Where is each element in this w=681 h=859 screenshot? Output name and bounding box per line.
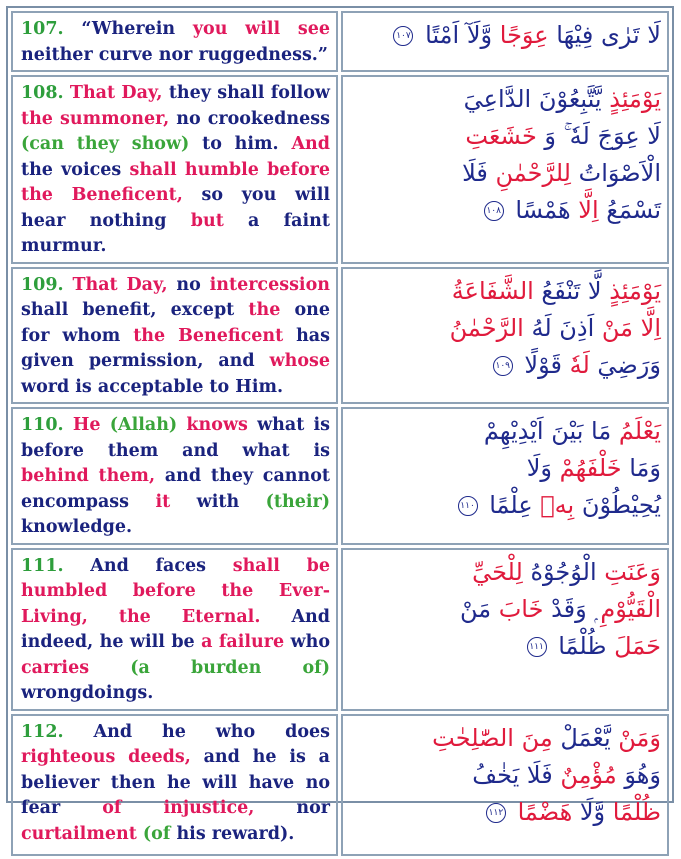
arabic-segment: ۭ وَقَدْ: [543, 594, 601, 623]
verse-row: [11, 267, 669, 405]
translation-segment: shall humble: [129, 159, 268, 180]
english-translation: [11, 267, 338, 405]
arabic-segment: بِهٖ: [540, 491, 575, 519]
arabic-segment: مُؤْمِنٌ: [560, 760, 617, 789]
arabic-line: [351, 347, 661, 384]
translation-segment: neither curve nor ruggedness.”: [21, 44, 328, 65]
ayah-marker-icon: ١٠٨: [484, 201, 504, 221]
arabic-line: [351, 310, 661, 347]
translation-segment: shall be humbled before the Ever-Living, the Eternal.: [21, 555, 330, 627]
translation-segment: (can they show): [21, 134, 190, 154]
arabic-line: [351, 118, 661, 155]
arabic-line: [351, 273, 661, 310]
translation-segment: curtailment: [21, 823, 137, 844]
translation-segment: you will see: [192, 19, 330, 39]
ayah-marker-icon: ١٠٧: [393, 26, 413, 46]
translation-segment: no: [176, 274, 210, 295]
translation-segment: has given permission, and: [21, 325, 330, 371]
arabic-segment: قَوْلًا: [524, 350, 570, 379]
arabic-segment: مَنْ: [459, 594, 499, 623]
translation-segment: the voices: [21, 159, 130, 180]
arabic-segment: الْوُجُوْهُ: [522, 557, 605, 586]
verse-row: [11, 407, 669, 545]
translation-segment: That Day,: [63, 274, 177, 295]
translation-segment: behind them,: [21, 466, 156, 486]
arabic-segment: وَّلَا: [572, 797, 613, 826]
arabic-segment: لَا عِوَجَ لَهٗ: [563, 122, 661, 150]
arabic-line: [351, 81, 661, 118]
ayah-marker-icon: ١٠٩: [493, 356, 513, 376]
ayah-marker-icon: ١١٠: [458, 496, 478, 516]
arabic-segment: مَا بَيْنَ اَيْدِيْهِمْ: [483, 417, 619, 445]
arabic-segment: لَهٗ: [569, 350, 590, 379]
translation-segment: intercession: [209, 274, 330, 295]
arabic-segment: وَرَضِيَ: [589, 350, 661, 379]
translation-segment: And faces: [63, 555, 233, 576]
arabic-verse: [341, 714, 669, 856]
arabic-segment: عِلْمًا: [489, 491, 541, 519]
arabic-segment: هَضْمًا: [517, 797, 573, 826]
verse-number: 112.: [21, 721, 64, 742]
english-translation: [11, 11, 338, 72]
translation-segment: wrongdoings.: [21, 683, 154, 703]
arabic-segment: وَهُوَ: [616, 760, 661, 789]
verse-number: 109.: [21, 274, 64, 295]
english-translation: [11, 407, 338, 545]
translation-segment: to him.: [189, 134, 292, 154]
verse-number: 107.: [21, 19, 64, 39]
arabic-line: [351, 17, 661, 54]
translation-segment: carries: [21, 657, 90, 678]
translation-segment: And: [291, 134, 331, 154]
arabic-line: [351, 487, 661, 524]
english-translation: [11, 75, 338, 264]
verse-row: [11, 75, 669, 264]
arabic-segment: لَا تَرٰى فِيْهَا: [548, 21, 661, 49]
arabic-segment: يَعْلَمُ: [618, 417, 661, 445]
translation-segment: That Day,: [63, 83, 169, 103]
arabic-segment: الشَّفَاعَةُ: [451, 276, 534, 305]
translation-segment: and he is a believer then he will have no fear: [21, 747, 330, 818]
arabic-segment: ۚ وَ: [536, 122, 564, 150]
translation-segment: shall benefit, except: [21, 300, 249, 320]
verse-number: 111.: [21, 555, 64, 576]
arabic-segment: يَّتَّبِعُوْنَ الدَّاعِيَ: [463, 85, 610, 113]
translation-segment: and they cannot encompass: [21, 466, 330, 512]
arabic-verse: [341, 267, 669, 405]
arabic-segment: لِلْحَيِّ: [472, 557, 523, 586]
translation-segment: whose: [269, 351, 330, 371]
arabic-line: [351, 794, 661, 831]
translation-segment: of injustice,: [102, 798, 255, 818]
verse-row: [11, 548, 669, 711]
arabic-verse: [341, 75, 669, 264]
verse-row: [11, 11, 669, 72]
translation-segment: they shall follow: [168, 83, 330, 103]
arabic-line: [351, 450, 661, 487]
ayah-marker-icon: ١١٢: [486, 803, 506, 823]
translation-segment: it: [155, 491, 171, 512]
arabic-line: [351, 591, 661, 628]
verses-table: [8, 8, 672, 859]
arabic-segment: خَلْفَهُمْ: [559, 454, 622, 482]
translation-segment: the: [248, 300, 281, 320]
translation-segment: word is acceptable to Him.: [21, 376, 284, 397]
translation-segment: (of: [136, 823, 171, 844]
translation-segment: He: [63, 415, 110, 435]
arabic-verse: [341, 407, 669, 545]
arabic-segment: وَعَنَتِ: [604, 557, 661, 586]
translation-segment: his reward).: [170, 823, 295, 844]
arabic-segment: حَمَلَ: [614, 631, 661, 660]
verse-number: 110.: [21, 415, 64, 435]
arabic-segment: الْقَيُّوْمِ: [600, 594, 661, 623]
english-translation: [11, 714, 338, 856]
arabic-segment: ظُلْمًا: [612, 797, 661, 826]
arabic-segment: عِوَجًا: [499, 21, 549, 49]
arabic-line: [351, 628, 661, 665]
arabic-segment: فَلَا يَخٰفُ: [472, 760, 561, 789]
verses-frame: [6, 6, 674, 844]
arabic-segment: لِلرَّحْمٰنِ: [495, 159, 571, 187]
translation-segment: And he who does: [63, 721, 330, 742]
arabic-line: [351, 413, 661, 450]
arabic-line: [351, 192, 661, 229]
verse-number: 108.: [21, 83, 64, 103]
translation-segment: knows: [177, 415, 258, 435]
arabic-line: [351, 554, 661, 591]
translation-segment: (a burden of): [89, 657, 330, 678]
arabic-segment: هَمْسًا: [515, 196, 579, 224]
translation-segment: with: [170, 491, 266, 512]
translation-segment: knowledge.: [21, 517, 133, 537]
arabic-segment: خَشَعَتِ: [465, 122, 537, 150]
translation-segment: but: [190, 210, 224, 231]
translation-segment: the Beneficent: [133, 325, 284, 346]
translation-segment: nor: [254, 798, 330, 818]
arabic-segment: تَسْمَعُ: [598, 196, 661, 224]
arabic-segment: مِنَ الصّٰلِحٰتِ: [432, 723, 553, 752]
arabic-segment: وَمَا: [621, 454, 661, 482]
arabic-segment: اَمْتًا: [425, 21, 460, 49]
arabic-segment: وَلَا: [526, 454, 560, 482]
arabic-segment: خَابَ: [498, 594, 544, 623]
translation-segment: a faint murmur.: [21, 210, 330, 256]
english-translation: [11, 548, 338, 711]
arabic-segment: وَّلَآ: [459, 21, 500, 49]
arabic-segment: يَوْمَئِذٍ: [609, 85, 661, 113]
arabic-segment: ظُلْمًا: [558, 631, 615, 660]
arabic-segment: يَّعْمَلْ: [552, 723, 611, 752]
arabic-segment: يَوْمَئِذٍ: [609, 276, 661, 305]
translation-segment: a failure: [201, 632, 285, 652]
translation-segment: one for whom: [21, 300, 330, 346]
translation-segment: “Wherein: [63, 19, 193, 39]
translation-segment: before the Beneficent,: [21, 159, 330, 205]
arabic-segment: لَّا تَنْفَعُ: [533, 276, 610, 305]
arabic-line: [351, 155, 661, 192]
verse-row: [11, 714, 669, 856]
arabic-segment: فَلَا: [462, 159, 496, 187]
translation-segment: righteous deeds,: [21, 747, 191, 767]
arabic-segment: وَمَنْ: [610, 723, 661, 752]
arabic-segment: يُحِيْطُوْنَ: [574, 491, 661, 519]
arabic-verse: [341, 11, 669, 72]
translation-segment: so you will hear nothing: [21, 185, 330, 231]
arabic-segment: الرَّحْمٰنُ: [449, 313, 524, 342]
translation-segment: (Allah): [109, 415, 178, 435]
translation-segment: And indeed, he will be: [21, 606, 330, 652]
translation-segment: (their): [265, 491, 330, 512]
arabic-segment: اِلَّا: [578, 196, 599, 224]
arabic-segment: اَذِنَ لَهُ: [523, 313, 595, 342]
translation-segment: the summoner,: [21, 108, 177, 129]
arabic-line: [351, 720, 661, 757]
arabic-segment: الْاَصْوَاتُ: [570, 159, 661, 187]
arabic-line: [351, 757, 661, 794]
ayah-marker-icon: ١١١: [527, 637, 547, 657]
translation-segment: no crookedness: [176, 108, 330, 129]
translation-segment: who: [284, 632, 330, 652]
arabic-segment: اِلَّا مَنْ: [594, 313, 661, 342]
translation-segment: what is before them and what is: [21, 415, 330, 461]
arabic-verse: [341, 548, 669, 711]
